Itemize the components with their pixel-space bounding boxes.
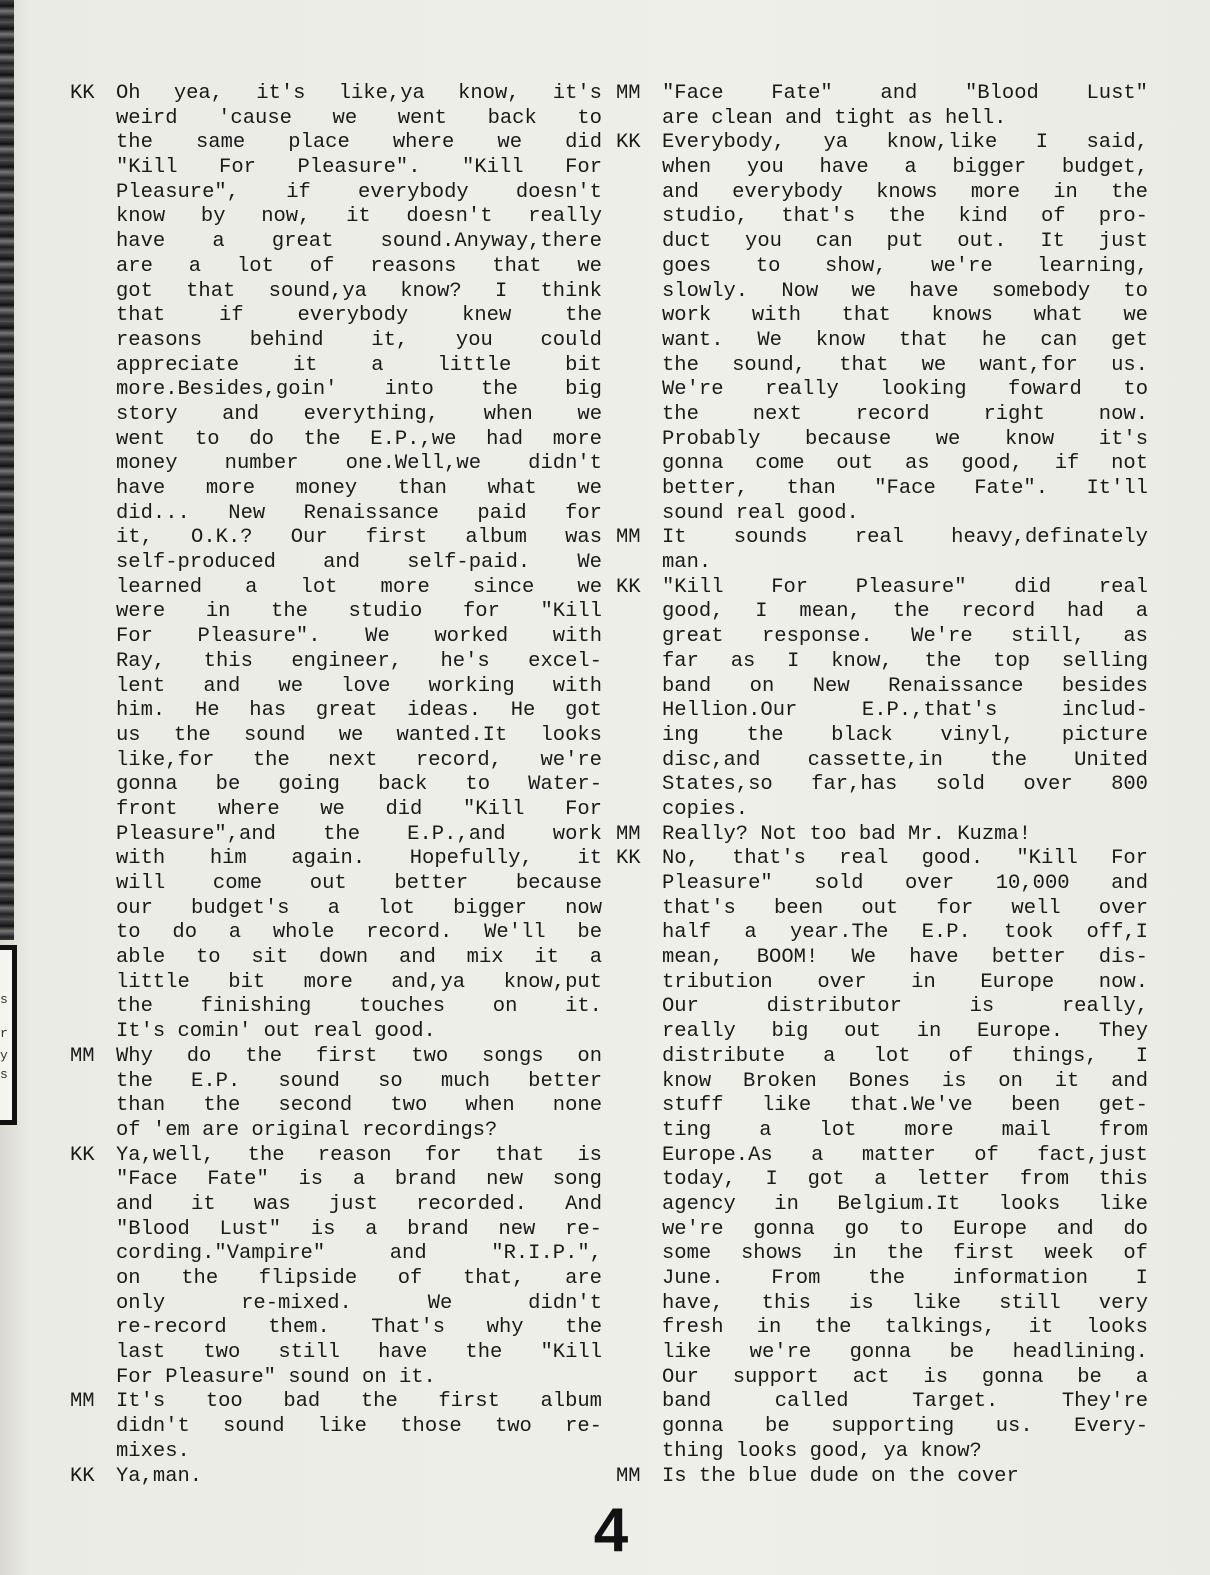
edge-letter: r: [0, 1026, 8, 1041]
text-line: the next record right now.: [662, 402, 1148, 426]
text-line: mixes.: [116, 1439, 190, 1463]
text-line: Everybody, ya know,like I said,: [662, 131, 1148, 155]
text-line: "Face Fate" is a brand new song: [116, 1168, 602, 1192]
interview-entry: [70, 82, 602, 1045]
text-line: gonna be supporting us. Every-: [662, 1415, 1148, 1439]
text-line: agency in Belgium.It looks like: [662, 1192, 1148, 1216]
speaker-initials: MM: [70, 1044, 95, 1068]
text-line: Ya,man.: [116, 1464, 203, 1488]
text-line: than the second two when none: [116, 1094, 602, 1118]
text-line: gonna come out as good, if not: [662, 452, 1148, 476]
text-line: Our distributor is really,: [662, 995, 1148, 1019]
text-line: it, O.K.? Our first album was: [116, 526, 602, 550]
speaker-initials: KK: [70, 1143, 95, 1167]
text-line: reasons behind it, you could: [116, 328, 602, 352]
interview-entry: [70, 1045, 602, 1144]
edge-letter: y: [0, 1048, 8, 1063]
speaker-initials: MM: [616, 822, 641, 846]
text-line: when you have a bigger budget,: [662, 156, 1148, 180]
text-line: band on New Renaissance besides: [662, 674, 1148, 698]
page-number: 4: [593, 1496, 629, 1565]
text-line: Pleasure",and the E.P.,and work: [116, 822, 602, 846]
entry-text: [662, 526, 1148, 575]
text-line: It's comin' out real good.: [116, 1020, 436, 1044]
text-line: "Face Fate" and "Blood Lust": [662, 82, 1148, 105]
text-line: more.Besides,goin' into the big: [116, 378, 602, 402]
text-line: good, I mean, the record had a: [662, 600, 1148, 624]
text-line: Really? Not too bad Mr. Kuzma!: [662, 822, 1032, 846]
entry-text: [662, 131, 1148, 526]
text-line: man.: [662, 551, 712, 575]
text-line: goes to show, we're learning,: [662, 254, 1148, 278]
speaker-initials: MM: [616, 526, 641, 550]
text-line: For Pleasure". We worked with: [116, 625, 602, 649]
text-line: him. He has great ideas. He got: [116, 699, 602, 723]
text-line: distribute a lot of things, I: [662, 1044, 1148, 1068]
edge-letter: s: [0, 1067, 8, 1082]
text-line: far as I know, the top selling: [662, 649, 1148, 673]
interview-entry: [616, 1465, 1148, 1490]
text-line: disc,and cassette,in the United: [662, 748, 1148, 772]
text-line: It's too bad the first album: [116, 1390, 602, 1414]
text-line: the E.P. sound so much better: [116, 1069, 602, 1093]
edge-letter: s: [0, 992, 8, 1007]
text-line: the same place where we did: [116, 131, 602, 155]
interview-entry: [70, 1390, 602, 1464]
text-line: band called Target. They're: [662, 1390, 1148, 1414]
text-line: story and everything, when we: [116, 402, 602, 426]
text-line: lent and we love working with: [116, 674, 602, 698]
text-line: to do a whole record. We'll be: [116, 921, 602, 945]
text-line: didn't sound like those two re-: [116, 1415, 602, 1439]
text-line: have a great sound.Anyway,there: [116, 230, 602, 254]
interview-column-right: [616, 82, 1148, 1489]
text-line: of 'em are original recordings?: [116, 1118, 498, 1142]
text-line: Pleasure" sold over 10,000 and: [662, 872, 1148, 896]
entry-text: [662, 576, 1148, 823]
text-line: able to sit down and mix it a: [116, 946, 602, 970]
text-line: front where we did "Kill For: [116, 797, 602, 821]
adjacent-page-photo-edge: [0, 0, 14, 940]
entry-text: [116, 82, 602, 1045]
text-line: some shows in the first week of: [662, 1242, 1148, 1266]
text-line: know by now, it doesn't really: [116, 205, 602, 229]
entry-text: [116, 1144, 602, 1391]
text-line: Oh yea, it's like,ya know, it's: [116, 82, 602, 105]
entry-text: [116, 1390, 602, 1464]
text-line: stuff like that.We've been get-: [662, 1094, 1148, 1118]
text-line: really big out in Europe. They: [662, 1020, 1148, 1044]
speaker-initials: KK: [616, 847, 641, 871]
speaker-initials: MM: [616, 82, 641, 105]
text-line: re-record them. That's why the: [116, 1316, 602, 1340]
text-line: have more money than what we: [116, 477, 602, 500]
text-line: Our support act is gonna be a: [662, 1365, 1148, 1389]
text-line: cording."Vampire" and "R.I.P.",: [116, 1242, 602, 1266]
text-line: did... New Renaissance paid for: [116, 501, 602, 525]
text-line: Ray, this engineer, he's excel-: [116, 649, 602, 673]
text-line: mean, BOOM! We have better dis-: [662, 946, 1148, 970]
entry-text: [662, 1465, 1148, 1490]
text-line: appreciate it a little bit: [116, 353, 602, 377]
text-line: like we're gonna be headlining.: [662, 1341, 1148, 1365]
text-line: "Blood Lust" is a brand new re-: [116, 1217, 602, 1241]
speaker-initials: KK: [616, 575, 641, 599]
text-line: June. From the information I: [662, 1267, 1148, 1291]
text-line: were in the studio for "Kill: [116, 600, 602, 624]
text-line: "Kill For Pleasure" did real: [662, 575, 1148, 599]
interview-entry: [616, 131, 1148, 526]
text-line: that's been out for well over: [662, 896, 1148, 920]
text-line: money number one.Well,we didn't: [116, 452, 602, 476]
text-line: studio, that's the kind of pro-: [662, 205, 1148, 229]
interview-entry: [616, 823, 1148, 848]
interview-column-left: [70, 82, 602, 1489]
speaker-initials: MM: [616, 1464, 641, 1488]
text-line: Probably because we know it's: [662, 427, 1148, 451]
text-line: ting a lot more mail from: [662, 1118, 1148, 1142]
text-line: tribution over in Europe now.: [662, 970, 1148, 994]
text-line: No, that's real good. "Kill For: [662, 847, 1148, 871]
entry-text: [662, 82, 1148, 131]
interview-entry: [616, 576, 1148, 823]
text-line: like,for the next record, we're: [116, 748, 602, 772]
text-line: know Broken Bones is on it and: [662, 1069, 1148, 1093]
interview-entry: [70, 1144, 602, 1391]
entry-text: [662, 823, 1148, 848]
text-line: better, than "Face Fate". It'll: [662, 477, 1148, 500]
text-line: States,so far,has sold over 800: [662, 773, 1148, 797]
text-line: want. We know that he can get: [662, 328, 1148, 352]
text-line: slowly. Now we have somebody to: [662, 279, 1148, 303]
speaker-initials: MM: [70, 1390, 95, 1414]
text-line: Why do the first two songs on: [116, 1044, 602, 1068]
text-line: work with that knows what we: [662, 304, 1148, 328]
text-line: have, this is like still very: [662, 1291, 1148, 1315]
entry-text: [662, 847, 1148, 1464]
text-line: ing the black vinyl, picture: [662, 723, 1148, 747]
text-line: It sounds real heavy,definately: [662, 526, 1148, 550]
text-line: Is the blue dude on the cover: [662, 1464, 1019, 1488]
text-line: Europe.As a matter of fact,just: [662, 1143, 1148, 1167]
text-line: went to do the E.P.,we had more: [116, 427, 602, 451]
text-line: fresh in the talkings, it looks: [662, 1316, 1148, 1340]
text-line: "Kill For Pleasure". "Kill For: [116, 156, 602, 180]
speaker-initials: KK: [70, 82, 95, 105]
interview-entry: [616, 82, 1148, 131]
interview-entry: [616, 526, 1148, 575]
text-line: Pleasure", if everybody doesn't: [116, 180, 602, 204]
text-line: that if everybody knew the: [116, 304, 602, 328]
interview-entry: [70, 1465, 602, 1490]
text-line: copies.: [662, 797, 749, 821]
text-line: great response. We're still, as: [662, 625, 1148, 649]
text-line: today, I got a letter from this: [662, 1168, 1148, 1192]
text-line: half a year.The E.P. took off,I: [662, 921, 1148, 945]
text-line: last two still have the "Kill: [116, 1341, 602, 1365]
text-line: are a lot of reasons that we: [116, 254, 602, 278]
text-line: thing looks good, ya know?: [662, 1439, 982, 1463]
text-line: are clean and tight as hell.: [662, 106, 1007, 130]
text-line: the sound, that we want,for us.: [662, 353, 1148, 377]
text-line: For Pleasure" sound on it.: [116, 1365, 436, 1389]
text-line: our budget's a lot bigger now: [116, 896, 602, 920]
text-line: weird 'cause we went back to: [116, 106, 602, 130]
text-line: self-produced and self-paid. We: [116, 551, 602, 575]
text-line: gonna be going back to Water-: [116, 773, 602, 797]
text-line: the finishing touches on it.: [116, 995, 602, 1019]
text-line: got that sound,ya know? I think: [116, 279, 602, 303]
entry-text: [116, 1465, 602, 1490]
text-line: Hellion.Our E.P.,that's includ-: [662, 699, 1148, 723]
text-line: duct you can put out. It just: [662, 230, 1148, 254]
adjacent-page-text-box-edge: [0, 945, 17, 1125]
speaker-initials: KK: [616, 131, 641, 155]
text-line: little bit more and,ya know,put: [116, 970, 602, 994]
text-line: and it was just recorded. And: [116, 1192, 602, 1216]
text-line: will come out better because: [116, 872, 602, 895]
text-line: We're really looking foward to: [662, 378, 1148, 402]
text-line: only re-mixed. We didn't: [116, 1291, 602, 1315]
speaker-initials: KK: [70, 1464, 95, 1488]
text-line: sound real good.: [662, 501, 859, 525]
text-line: us the sound we wanted.It looks: [116, 723, 602, 747]
interview-entry: [616, 847, 1148, 1464]
text-line: with him again. Hopefully, it: [116, 847, 602, 871]
entry-text: [116, 1045, 602, 1144]
text-line: learned a lot more since we: [116, 575, 602, 599]
text-line: and everybody knows more in the: [662, 180, 1148, 204]
text-line: we're gonna go to Europe and do: [662, 1217, 1148, 1241]
text-line: Ya,well, the reason for that is: [116, 1143, 602, 1167]
text-line: on the flipside of that, are: [116, 1267, 602, 1290]
